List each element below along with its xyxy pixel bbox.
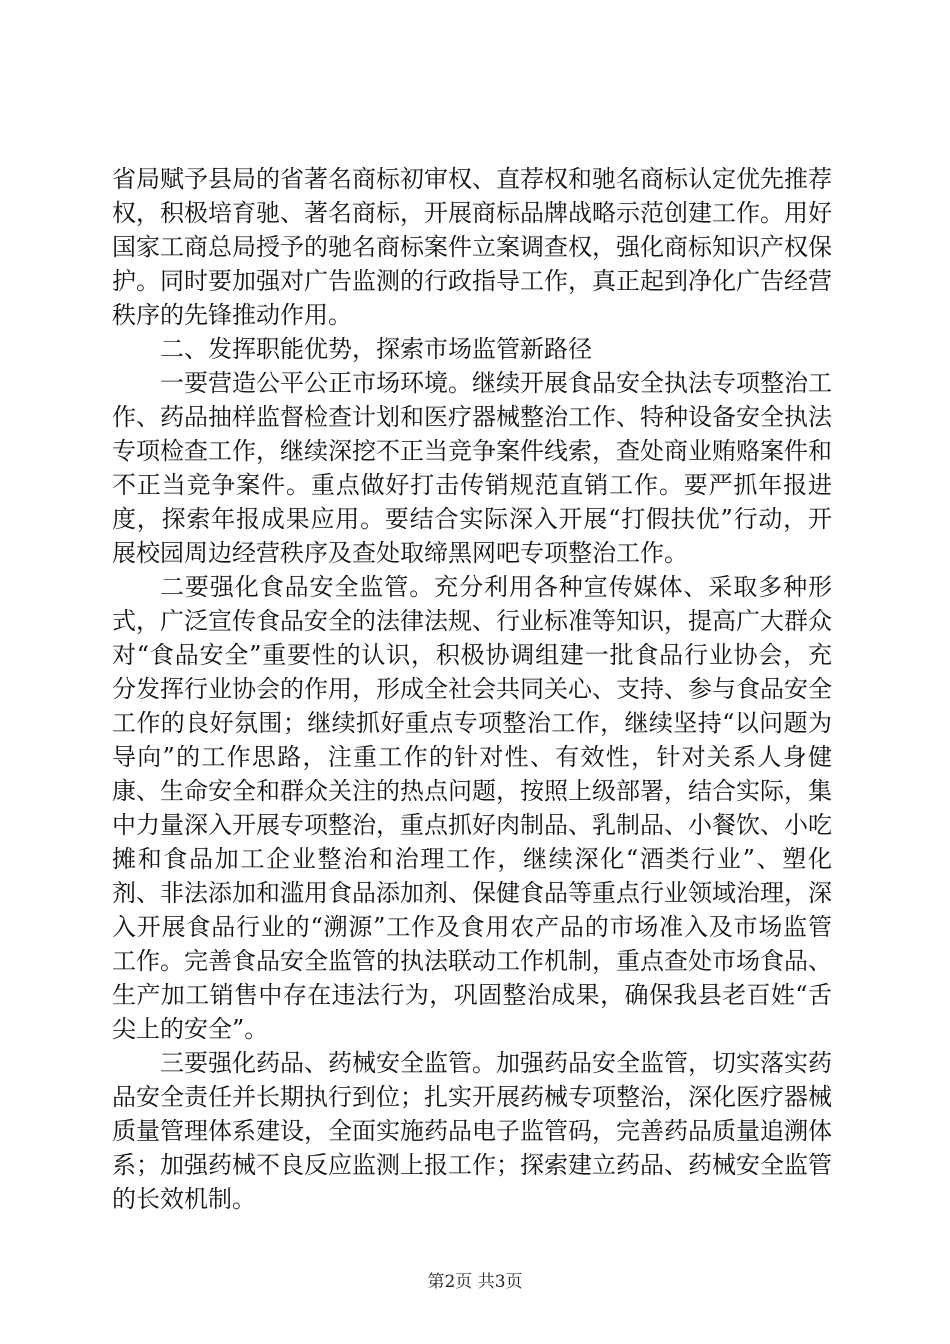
paragraph-drug-safety: 三要强化药品、药械安全监管。加强药品安全监管，切实落实药品安全责任并长期执行到位；扎实开展药械专项整治，深化医疗器械质量管理体系建设，全面实施药品电子监管码，完善药品质量追溯体系；加强药械不良反应监测上报工作；探索建立药品、药械安全监管的长效机制。 (112, 1049, 832, 1213)
section-heading: 二、发挥职能优势，探索市场监管新路径 (160, 335, 592, 363)
body-text (112, 162, 832, 1216)
paragraph-market-environment: 一要营造公平公正市场环境。继续开展食品安全执法专项整治工作、药品抽样监督检查计划和医疗器械整治工作、特种设备安全执法专项检查工作，继续深挖不正当竞争案件线索，查处商业贿赂案件和不正当竞争案件。重点做好打击传销规范直销工作。要严抓年报进度，探索年报成果应用。要结合实际深入开展“打假扶优”行动，开展校园周边经营秩序及查处取缔黑网吧专项整治工作。 (112, 369, 832, 567)
page-footer: 第2页 共3页 (427, 1272, 523, 1292)
paragraph-food-safety: 二要强化食品安全监管。充分利用各种宣传媒体、采取多种形式，广泛宣传食品安全的法律法规、行业标准等知识，提高广大群众对“食品安全”重要性的认识，积极协调组建一批食品行业协会，充分发挥行业协会的作用，形成全社会共同关心、支持、参与食品安全工作的良好氛围；继续抓好重点专项整治工作，继续坚持“以问题为导向”的工作思路，注重工作的针对性、有效性，针对关系人身健康、生命安全和群众关注的热点问题，按照上级部署，结合实际，集中力量深入开展专项整治，重点抓好肉制品、乳制品、小餐饮、小吃摊和食品加工企业整治和治理工作，继续深化“酒类行业”、塑化剂、非法添加和滥用食品添加剂、保健食品等重点行业领域治理，深入开展食品行业的“溯源”工作及食用农产品的市场准入及市场监管工作。完善食品安全监管的执法联动工作机制，重点查处市场食品、生产加工销售中存在违法行为，巩固整治成果，确保我县老百姓“舌尖上的安全”。 (112, 573, 832, 1043)
paragraph-continuation: 省局赋予县局的省著名商标初审权、直荐权和驰名商标认定优先推荐权，积极培育驰、著名商标，开展商标品牌战略示范创建工作。用好国家工商总局授予的驰名商标案件立案调查权，强化商标知识产权保护。同时要加强对广告监测的行政指导工作，真正起到净化广告经营秩序的先锋推动作用。 (112, 165, 832, 329)
